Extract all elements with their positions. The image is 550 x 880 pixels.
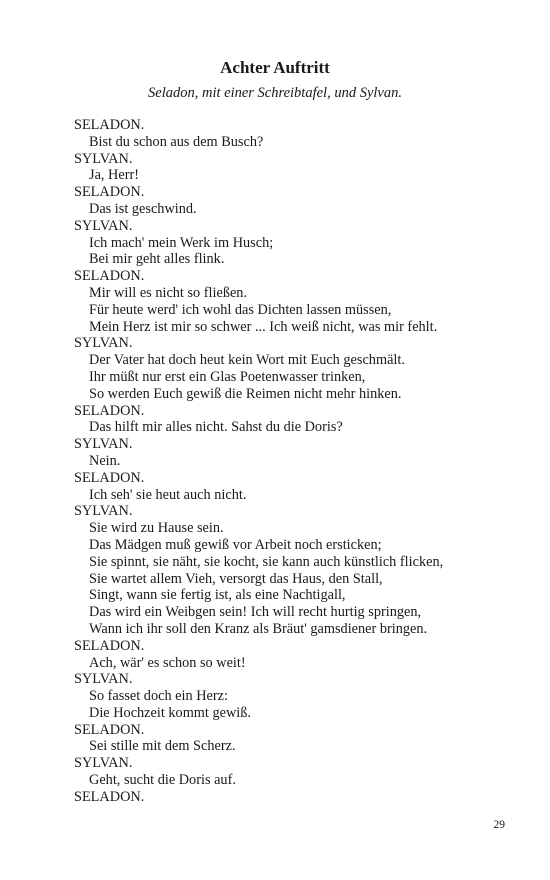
verse-line: Sie spinnt, sie näht, sie kocht, sie kann auch künstlich flicken, <box>89 553 444 570</box>
verse-line: Mir will es nicht so fließen. <box>89 284 248 301</box>
verse-line: Ja, Herr! <box>89 167 140 184</box>
verse-line: Ich mach' mein Werk im Husch; <box>89 234 274 251</box>
verse-line: Mein Herz ist mir so schwer ... Ich weiß nicht, was mir fehlt. <box>89 318 438 335</box>
verse-line: Ihr müßt nur erst ein Glas Poetenwasser trinken, <box>89 368 366 385</box>
speaker-name: SELADON. <box>74 117 145 133</box>
speaker-name: SYLVAN. <box>74 503 133 520</box>
speaker-name: SELADON. <box>74 402 145 419</box>
verse-line: Das wird ein Weibgen sein! Ich will recht hurtig springen, <box>89 604 422 621</box>
speaker-name: SELADON. <box>74 184 145 201</box>
stage-direction: Seladon, mit einer Schreibtafel, und Sylvan. <box>148 85 402 101</box>
dialogue-block <box>74 117 524 806</box>
verse-line: Geht, sucht die Doris auf. <box>89 772 236 789</box>
page-number: 29 <box>493 819 505 831</box>
verse-line: Ich seh' sie heut auch nicht. <box>89 486 247 503</box>
speaker-name: SYLVAN. <box>74 755 133 772</box>
verse-line: Wann ich ihr soll den Kranz als Bräut' gamsdiener bringen. <box>89 620 428 637</box>
scene-title: Achter Auftritt <box>220 58 330 77</box>
speaker-name: SELADON. <box>74 637 145 654</box>
verse-line: Der Vater hat doch heut kein Wort mit Euch geschmält. <box>89 352 405 369</box>
verse-line: So werden Euch gewiß die Reimen nicht mehr hinken. <box>89 385 402 402</box>
verse-line: Ach, wär' es schon so weit! <box>89 654 246 671</box>
verse-line: Die Hochzeit kommt gewiß. <box>89 704 251 721</box>
speaker-name: SYLVAN. <box>74 217 133 234</box>
verse-line: Sie wartet allem Vieh, versorgt das Haus, den Stall, <box>89 570 383 587</box>
speaker-name: SELADON. <box>74 788 145 805</box>
verse-line: Sie wird zu Hause sein. <box>89 520 224 537</box>
verse-line: Das Mädgen muß gewiß vor Arbeit noch ersticken; <box>89 536 382 553</box>
speaker-name: SYLVAN. <box>74 671 133 688</box>
verse-line: Nein. <box>89 452 121 469</box>
speaker-name: SELADON. <box>74 469 145 486</box>
speaker-name: SYLVAN. <box>74 436 133 453</box>
verse-line: Sei stille mit dem Scherz. <box>89 738 236 755</box>
verse-line: So fasset doch ein Herz: <box>89 688 228 705</box>
verse-line: Das hilft mir alles nicht. Sahst du die Doris? <box>89 419 343 436</box>
verse-line: Bei mir geht alles flink. <box>89 251 225 268</box>
speaker-name: SELADON. <box>74 721 145 738</box>
speaker-name: SYLVAN. <box>74 150 133 167</box>
verse-line: Das ist geschwind. <box>89 200 197 217</box>
verse-line: Bist du schon aus dem Busch? <box>89 133 264 150</box>
speaker-name: SELADON. <box>74 268 145 285</box>
speaker-name: SYLVAN. <box>74 335 133 352</box>
verse-line: Für heute werd' ich wohl das Dichten lassen müssen, <box>89 301 392 318</box>
verse-line: Singt, wann sie fertig ist, als eine Nachtigall, <box>89 587 346 604</box>
